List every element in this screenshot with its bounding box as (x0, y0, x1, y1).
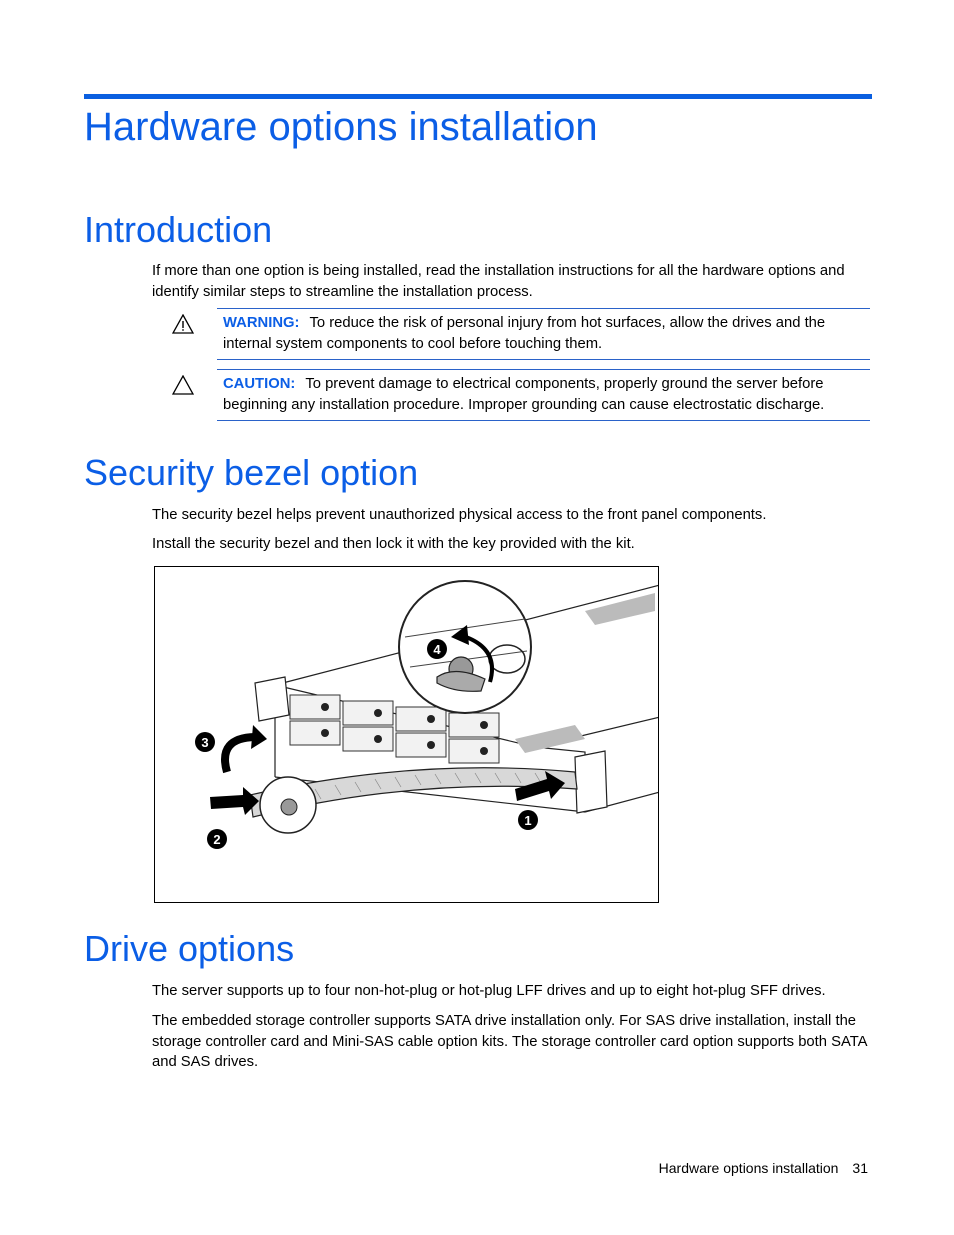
footer-section: Hardware options installation (658, 1160, 839, 1176)
step-4-callout (427, 639, 447, 659)
step-3-label: 3 (201, 735, 209, 750)
caution-note (217, 369, 870, 421)
security-bezel-heading: Security bezel option (84, 452, 419, 493)
warning-note (217, 308, 870, 360)
chapter-title: Hardware options installation (84, 105, 598, 149)
introduction-heading: Introduction (84, 209, 273, 250)
page-number: 31 (852, 1160, 868, 1176)
caution-label: CAUTION: (223, 376, 296, 392)
page-footer (659, 1159, 868, 1177)
caution-triangle-icon (172, 375, 194, 395)
drive-options-heading: Drive options (84, 928, 295, 969)
key-lock-zoom (399, 581, 531, 713)
step-1-label: 1 (524, 813, 532, 828)
bezel-lock (281, 799, 297, 815)
step-1-callout (518, 810, 538, 830)
security-bezel-figure (154, 566, 659, 903)
warning-text: To reduce the risk of personal injury from hot surfaces, allow the drives and the internal system components to cool before touching them. (223, 315, 826, 352)
introduction-paragraph: If more than one option is being installed, read the installation instructions for all the hardware options and identify similar steps to streamline the installation process. (152, 263, 845, 300)
security-bezel-paragraph-2: Install the security bezel and then lock it with the key provided with the kit. (152, 536, 635, 552)
security-bezel-paragraph-1: The security bezel helps prevent unauthorized physical access to the front panel components. (152, 507, 767, 523)
step-2-callout (207, 829, 227, 849)
drive-options-paragraph-1: The server supports up to four non-hot-plug or hot-plug LFF drives and up to eight hot-plug SFF drives. (152, 983, 826, 999)
left-rack-ear (255, 677, 289, 721)
warning-label: WARNING: (223, 315, 300, 331)
step-2-label: 2 (213, 832, 221, 847)
chapter-rule (84, 94, 872, 99)
step-4-label: 4 (433, 642, 441, 657)
step-3-callout (195, 732, 215, 752)
warning-triangle-icon (172, 314, 194, 334)
right-rack-ear (575, 751, 607, 813)
security-bezel-illustration (155, 567, 659, 903)
drive-options-paragraph-2: The embedded storage controller supports SATA drive installation only. For SAS drive installation, install the storage controller card and Mini-SAS cable option kits. The storage controller card option supports both SATA and SAS drives. (152, 1013, 867, 1070)
caution-text: To prevent damage to electrical components, properly ground the server before beginning any installation procedure. Improper grounding can cause electrostatic discharge. (223, 376, 825, 413)
